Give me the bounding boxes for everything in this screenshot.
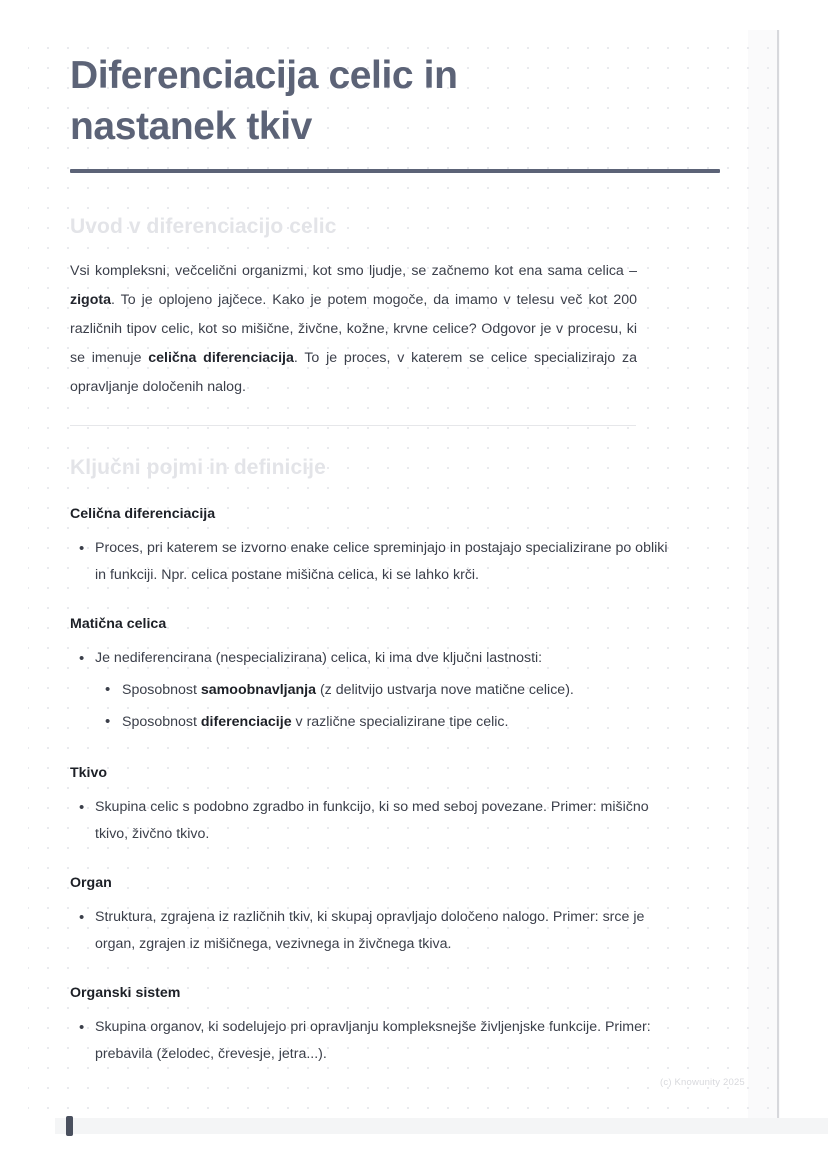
sub-item-text-part-1: Sposobnost xyxy=(122,714,201,730)
intro-bold-zigota: zigota xyxy=(70,292,111,308)
section-heading-intro: Uvod v diferenciacijo celic xyxy=(70,215,337,238)
list-item: • Skupina celic s podobno zgradbo in funkcijo, ki so med seboj povezane. Primer: mišično tkivo, živčno tkivo. xyxy=(70,794,678,848)
term-bullet-list xyxy=(70,645,678,738)
term-title-organ: Organ xyxy=(70,875,112,891)
document-page xyxy=(28,30,780,1120)
sub-item-text-part-1: Sposobnost xyxy=(122,682,201,698)
term-bullet-list xyxy=(70,535,678,589)
page-right-gutter xyxy=(748,30,780,1120)
list-item xyxy=(70,645,678,738)
term-title-organski-sistem: Organski sistem xyxy=(70,985,181,1001)
sub-item-bold-samoobnavljanja: samoobnavljanja xyxy=(200,682,317,698)
term-bullet-list xyxy=(70,904,678,958)
list-item: • Proces, pri katerem se izvorno enake celice spreminjajo in postajajo specializirane po obliki in funkciji. Npr. celica postane mišična celica, ki se lahko krči. xyxy=(70,535,678,589)
sub-item-text-part-2: (z delitvijo ustvarja nove matične celice). xyxy=(316,682,574,698)
list-item: • Struktura, zgrajena iz različnih tkiv, ki skupaj opravljajo določeno nalogo. Primer: srce je organ, zgrajen iz mišičnega, vezivnega in živčnega tkiva. xyxy=(70,904,678,958)
term-title-celicna-diferenciacija: Celična diferenciacija xyxy=(70,506,216,522)
list-item-text: Je nediferencirana (nespecializirana) celica, ki ima dve ključni lastnosti: xyxy=(95,650,543,666)
term-title-maticna-celica: Matična celica xyxy=(70,616,167,632)
intro-text-part-3: . To je proces, v katerem se celice specializirajo za opravljanje določenih nalog. xyxy=(70,350,637,395)
document-content xyxy=(70,50,678,1068)
sub-list-item xyxy=(95,674,678,706)
bottom-scrollbar-thumb[interactable] xyxy=(66,1116,73,1136)
section-divider xyxy=(70,425,636,426)
title-underline-rule xyxy=(70,169,720,173)
sub-item-bold-diferenciacije: diferenciacije xyxy=(200,714,292,730)
intro-bold-celicna-diferenciacija: celična diferenciacija xyxy=(148,350,294,366)
page-gutter-divider xyxy=(777,30,779,1120)
copyright-notice: (c) Knowunity 2025 xyxy=(660,1077,745,1088)
sub-list-item xyxy=(95,706,678,738)
sub-item-text-part-2: v različne specializirane tipe celic. xyxy=(291,714,509,730)
term-sub-bullet-list xyxy=(95,674,678,738)
term-bullet-list xyxy=(70,794,678,848)
term-bullet-list xyxy=(70,1014,678,1068)
intro-paragraph xyxy=(70,257,637,402)
list-item: • Skupina organov, ki sodelujejo pri opravljanju kompleksnejše življenjske funkcije. Primer: prebavila (želodec, črevesje, jetra...). xyxy=(70,1014,678,1068)
intro-text-part-2: . To je oplojeno jajčece. Kako je potem mogoče, da imamo v telesu več kot 200 različnih tipov celic, kot so mišične, živčne, kožne, krvne celice? Odgovor je v procesu, ki se imenuje xyxy=(70,292,637,366)
section-heading-key-terms: Ključni pojmi in definicije xyxy=(70,456,326,479)
term-title-tkivo: Tkivo xyxy=(70,765,108,781)
intro-text-part-1: Vsi kompleksni, večcelični organizmi, kot smo ljudje, se začnemo kot ena sama celica – xyxy=(70,263,637,279)
bottom-scrollbar-track[interactable] xyxy=(55,1118,828,1134)
page-title: Diferenciacija celic in nastanek tkiv xyxy=(70,54,458,148)
